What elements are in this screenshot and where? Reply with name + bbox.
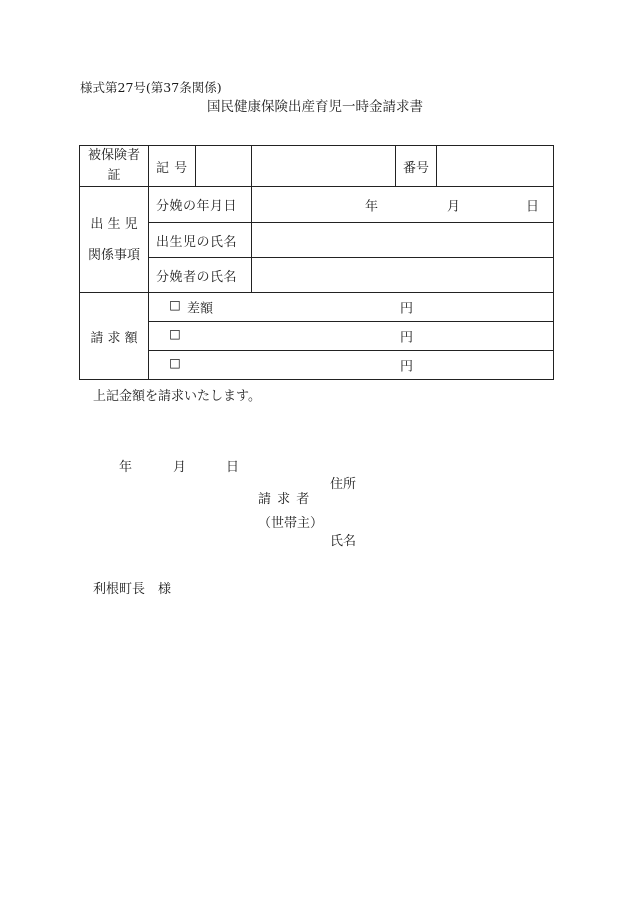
form-number: 様式第27号(第37条関係) (80, 80, 222, 95)
child-name-row (80, 223, 554, 258)
child-name-field[interactable] (252, 223, 554, 258)
claim-statement: 上記金額を請求いたします。 (93, 389, 261, 404)
claimant-label: 請 求 者 (258, 492, 311, 507)
month-unit: 月 (447, 199, 461, 215)
symbol-value[interactable] (196, 146, 251, 186)
amount-row (80, 322, 554, 351)
date-day: 日 (226, 460, 240, 475)
checkbox-icon[interactable]: ☐ (169, 328, 181, 344)
birth-section-label-2: 関係事項 (87, 247, 140, 263)
mother-name-label: 分娩者の氏名 (149, 258, 252, 293)
insurance-card-label-cell (80, 146, 149, 187)
number-label: 番号 (396, 146, 437, 187)
symbol-cell (149, 146, 252, 187)
claim-table (79, 145, 554, 380)
delivery-date-label: 分娩の年月日 (149, 187, 252, 223)
amount-row (80, 351, 554, 380)
mother-name-field[interactable] (252, 258, 554, 293)
symbol-label: 記 号 (149, 146, 196, 186)
amount-row-3 (149, 351, 554, 380)
yen-unit: 円 (400, 330, 414, 346)
birth-section-label-cell (80, 187, 149, 293)
insurance-card-label-1: 被保険者 (87, 148, 140, 163)
yen-unit: 円 (400, 301, 414, 317)
insurance-card-label-2: 証 (107, 168, 121, 184)
birth-section-label-1: 出 生 児 (90, 216, 138, 232)
amount-label: 差額 (187, 301, 214, 317)
date-month: 月 (173, 460, 187, 475)
form-title: 国民健康保険出産育児一時金請求書 (207, 99, 423, 115)
number-value[interactable] (437, 146, 554, 187)
amount-row-2 (149, 322, 554, 351)
address-label: 住所 (330, 477, 357, 492)
claim-amount-label: 請 求 額 (80, 293, 149, 380)
yen-unit: 円 (400, 359, 414, 375)
day-unit: 日 (526, 199, 540, 215)
checkbox-icon[interactable]: ☐ (169, 299, 181, 315)
addressee: 利根町長 様 (93, 582, 172, 597)
insurance-card-row (80, 146, 554, 187)
year-unit: 年 (365, 199, 379, 215)
name-label: 氏名 (330, 534, 357, 549)
amount-row-1 (149, 293, 554, 322)
delivery-date-row (80, 187, 554, 223)
household-head-label: （世帯主） (258, 516, 324, 531)
date-year: 年 (119, 460, 133, 475)
mother-name-row (80, 258, 554, 293)
symbol-value-cell[interactable] (252, 146, 396, 187)
child-name-label: 出生児の氏名 (149, 223, 252, 258)
delivery-date-field[interactable] (252, 187, 554, 223)
amount-row (80, 293, 554, 322)
checkbox-icon[interactable]: ☐ (169, 357, 181, 373)
